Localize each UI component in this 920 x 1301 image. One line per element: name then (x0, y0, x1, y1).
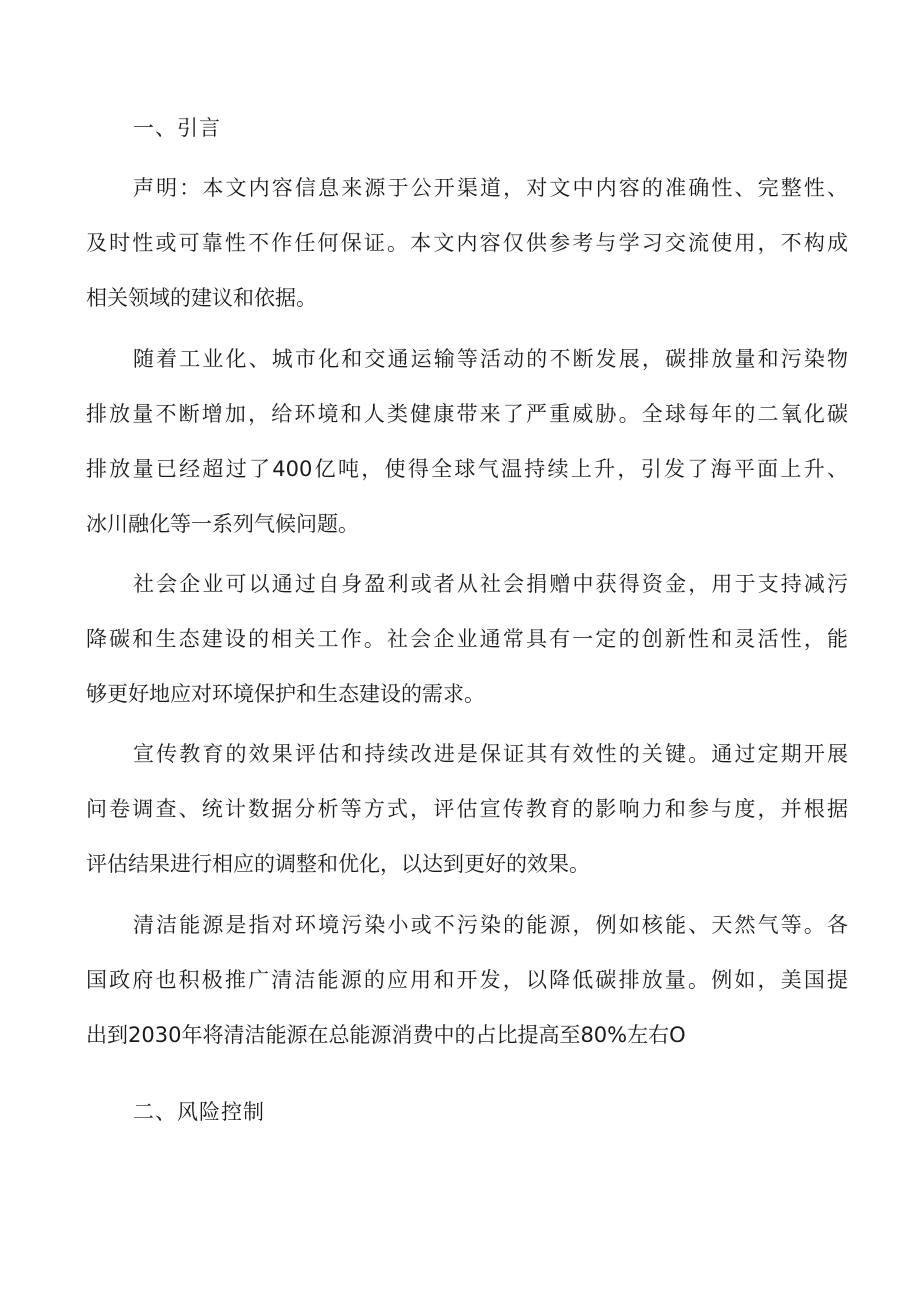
section-heading-introduction: 一、引言 (133, 116, 221, 140)
section-heading-risk-control: 二、风险控制 (133, 1100, 265, 1124)
paragraph-emissions (86, 345, 848, 565)
paragraph-line: 冰川融化等一系列气候问题。 (86, 512, 359, 536)
paragraph-line: 评估结果进行相应的调整和优化，以达到更好的效果。 (86, 852, 590, 876)
paragraph-line: 清洁能源是指对环境污染小或不污染的能源，例如核能、天然气等。各 (133, 913, 848, 937)
paragraph-line: 相关领域的建议和依据。 (86, 286, 317, 310)
paragraph-line: 排放量已经超过了400亿吨，使得全球气温持续上升，引发了海平面上升、 (86, 457, 848, 481)
paragraph-line: 降碳和生态建设的相关工作。社会企业通常具有一定的创新性和灵活性，能 (86, 627, 848, 651)
paragraph-line: 够更好地应对环境保护和生态建设的需求。 (86, 682, 485, 706)
paragraph-line: 随着工业化、城市化和交通运输等活动的不断发展，碳排放量和污染物 (133, 347, 848, 371)
paragraph-clean-energy (86, 911, 848, 1076)
paragraph-disclaimer (86, 174, 848, 339)
paragraph-line: 社会企业可以通过自身盈利或者从社会捐赠中获得资金，用于支持减污 (133, 572, 848, 596)
paragraph-education-evaluation (86, 740, 848, 905)
paragraph-social-enterprise (86, 570, 848, 735)
paragraph-line: 国政府也积极推广清洁能源的应用和开发，以降低碳排放量。例如，美国提 (86, 968, 848, 992)
paragraph-line: 问卷调查、统计数据分析等方式，评估宣传教育的影响力和参与度，并根据 (86, 797, 848, 821)
paragraph-line: 声明：本文内容信息来源于公开渠道，对文中内容的准确性、完整性、 (133, 176, 848, 200)
paragraph-line: 出到2030年将清洁能源在总能源消费中的占比提高至80%左右O (86, 1023, 686, 1047)
paragraph-line: 及时性或可靠性不作任何保证。本文内容仅供参考与学习交流使用，不构成 (86, 231, 848, 255)
paragraph-line: 排放量不断增加，给环境和人类健康带来了严重威胁。全球每年的二氧化碳 (86, 402, 848, 426)
paragraph-line: 宣传教育的效果评估和持续改进是保证其有效性的关键。通过定期开展 (133, 742, 848, 766)
